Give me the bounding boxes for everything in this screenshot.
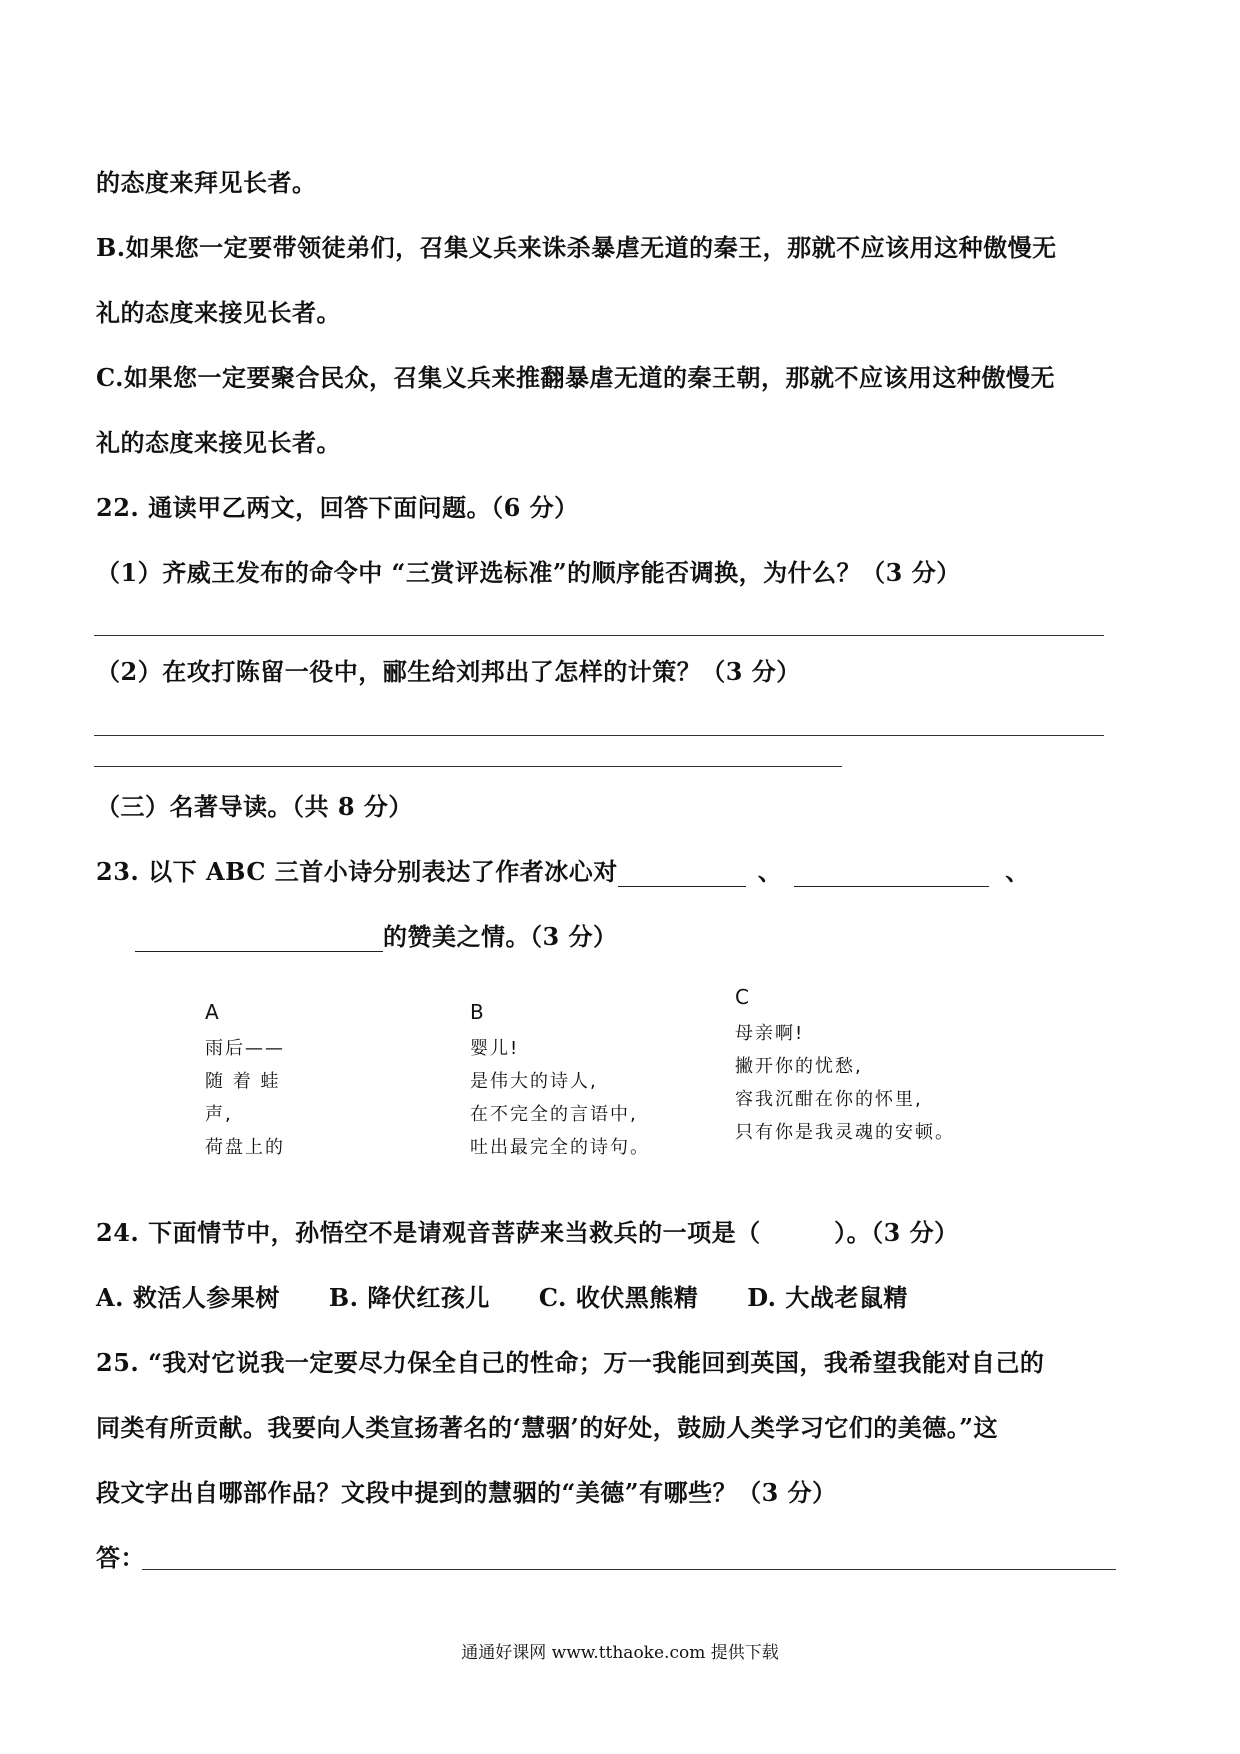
- question-23-cont: [135, 922, 618, 952]
- poem-line: 在不完全的言语中,: [470, 1104, 638, 1125]
- poem-line: 只有你是我灵魂的安顿。: [735, 1122, 955, 1143]
- option-c-text: C.如果您一定要聚合民众，召集义兵来推翻暴虐无道的秦王朝，那就不应该用这种傲慢无: [96, 363, 1056, 392]
- poem-heading: A: [205, 1000, 219, 1024]
- poem-heading: C: [735, 985, 749, 1009]
- poem-b: [470, 1000, 650, 1164]
- question-24: 24. 下面情节中，孙悟空不是请观音菩萨来当救兵的一项是（ ）。（3 分）: [96, 1218, 959, 1247]
- poem-line: 声,: [205, 1104, 233, 1125]
- text-line: 礼的态度来接见长者。: [96, 298, 341, 327]
- poem-heading: B: [470, 1000, 484, 1024]
- question-22: 22. 通读甲乙两文，回答下面问题。（6 分）: [96, 493, 579, 522]
- text-line: 的态度来拜见长者。: [96, 168, 317, 197]
- poem-line: 母亲啊!: [735, 1023, 805, 1044]
- question-25-cont: 段文字出自哪部作品？文段中提到的慧骃的“美德”有哪些？（3 分）: [96, 1478, 837, 1507]
- poem-line: 婴儿!: [470, 1038, 520, 1059]
- footer: 通通好课网 www.tthaoke.com 提供下载: [461, 1643, 779, 1663]
- question-23-text: 23. 以下 ABC 三首小诗分别表达了作者冰心对: [96, 857, 618, 886]
- answer-line[interactable]: [142, 1569, 1116, 1570]
- text-line: 礼的态度来接见长者。: [96, 428, 341, 457]
- question-22-1: （1）齐威王发布的命令中 “三赏评选标准”的顺序能否调换，为什么？（3 分）: [96, 558, 961, 587]
- poem-line: 容我沉酣在你的怀里,: [735, 1089, 923, 1110]
- answer-line[interactable]: [94, 766, 842, 767]
- answer-line[interactable]: [94, 735, 1104, 736]
- blank-3[interactable]: [135, 925, 383, 952]
- poem-line: 雨后——: [205, 1038, 285, 1059]
- poem-line: 荷盘上的: [205, 1137, 285, 1158]
- section-3-heading: （三）名著导读。（共 8 分）: [96, 792, 413, 821]
- separator: 、: [757, 857, 783, 886]
- poem-line: 是伟大的诗人,: [470, 1071, 598, 1092]
- question-23-text: 的赞美之情。（3 分）: [383, 922, 618, 951]
- question-22-2: （2）在攻打陈留一役中，郦生给刘邦出了怎样的计策？（3 分）: [96, 657, 801, 686]
- option-b-text: B.如果您一定要带领徒弟们，召集义兵来诛杀暴虐无道的秦王，那就不应该用这种傲慢无: [96, 233, 1057, 262]
- answer-label: 答：: [96, 1543, 145, 1572]
- poem-line: 撇开你的忧愁,: [735, 1056, 863, 1077]
- question-23: [96, 857, 1030, 887]
- poem-line: 吐出最完全的诗句。: [470, 1137, 650, 1158]
- question-25-cont: 同类有所贡献。我要向人类宣扬著名的‘慧骃’的好处，鼓励人类学习它们的美德。”这: [96, 1413, 999, 1442]
- blank-1[interactable]: [618, 860, 746, 887]
- blank-2[interactable]: [794, 860, 989, 887]
- question-25: 25. “我对它说我一定要尽力保全自己的性命；万一我能回到英国，我希望我能对自己的: [96, 1348, 1045, 1377]
- poem-a: [205, 1000, 285, 1164]
- poem-line: 随 着 蛙: [205, 1071, 281, 1092]
- separator: 、: [1005, 857, 1030, 886]
- question-24-options: A. 救活人参果树 B. 降伏红孩儿 C. 收伏黑熊精 D. 大战老鼠精: [96, 1283, 908, 1312]
- poem-c: [735, 985, 955, 1149]
- answer-line[interactable]: [94, 635, 1104, 636]
